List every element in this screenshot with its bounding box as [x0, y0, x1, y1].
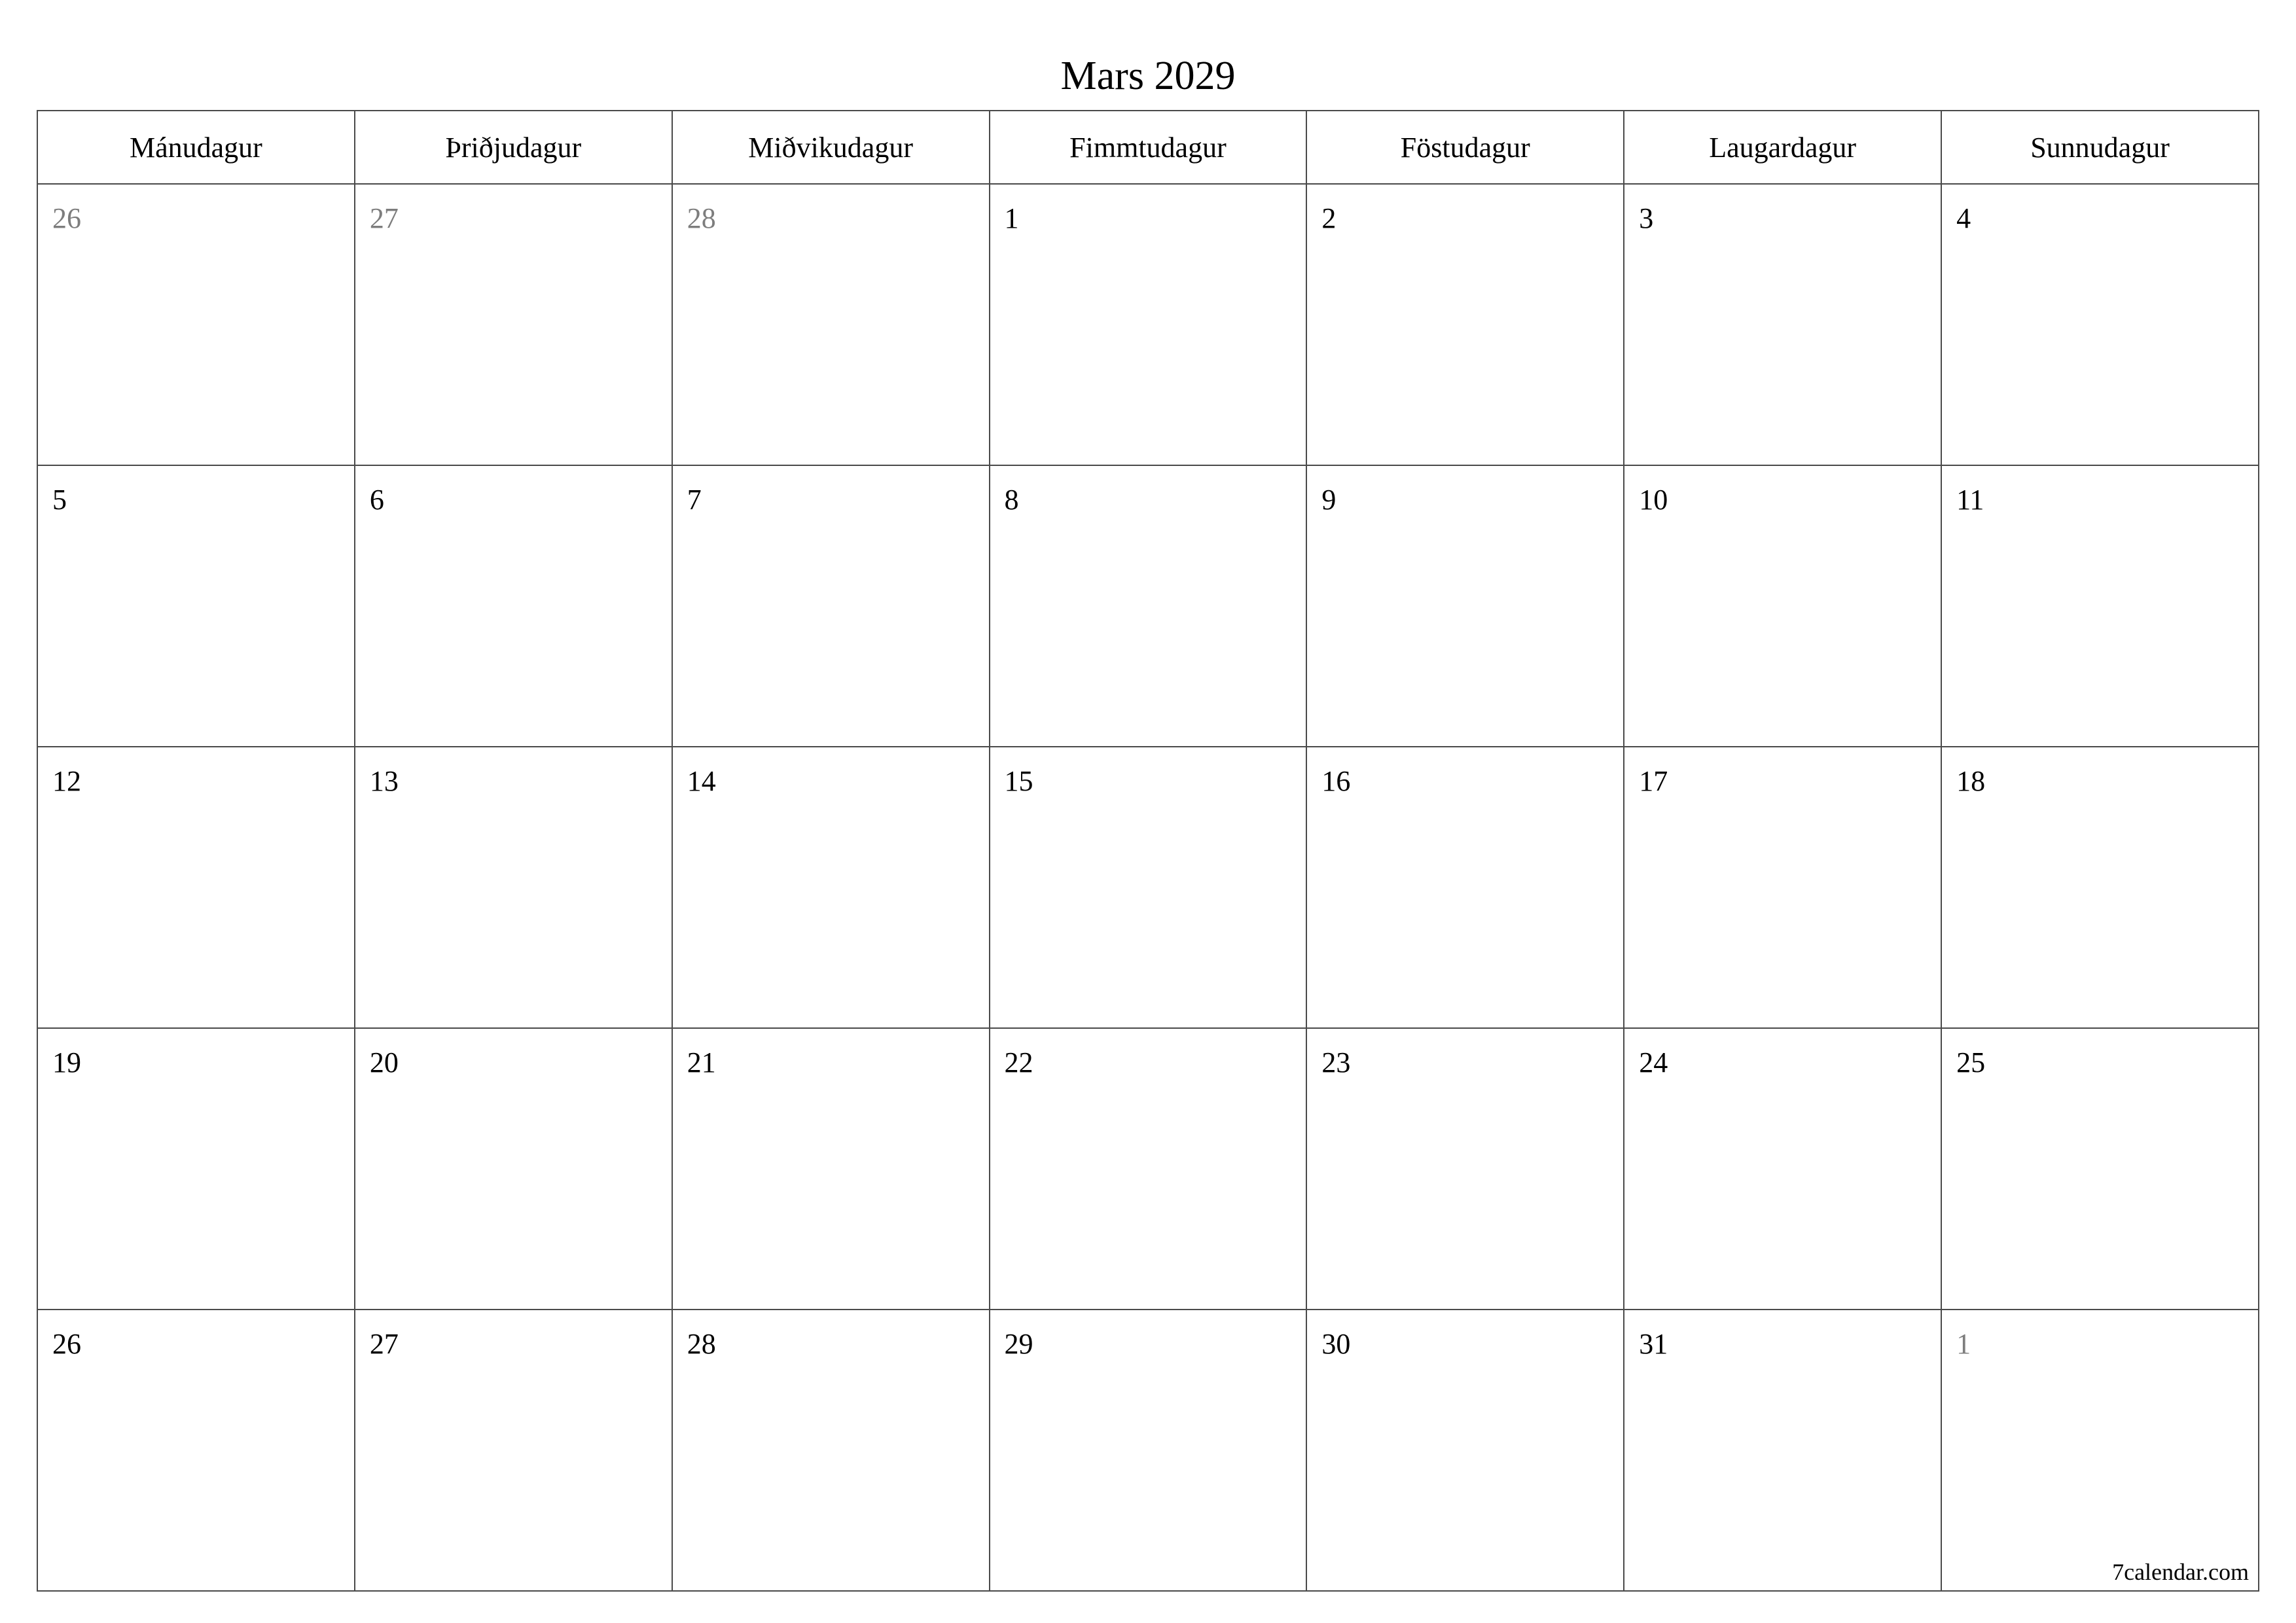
week-row	[37, 184, 2259, 465]
day-cell	[355, 1310, 672, 1591]
day-cell	[990, 747, 1307, 1028]
day-cell	[1306, 1310, 1624, 1591]
weekday-header-row	[37, 111, 2259, 184]
day-cell	[672, 465, 990, 747]
weekday-header-tuesday: Þriðjudagur	[355, 111, 672, 184]
weekday-header-friday: Föstudagur	[1306, 111, 1624, 184]
day-cell	[672, 184, 990, 465]
day-cell	[990, 184, 1307, 465]
day-number: 31	[1639, 1328, 1668, 1360]
day-cell	[37, 465, 355, 747]
day-number: 26	[52, 1328, 81, 1360]
day-number: 24	[1639, 1046, 1668, 1079]
day-cell	[355, 184, 672, 465]
day-number: 23	[1321, 1046, 1351, 1079]
day-cell	[355, 465, 672, 747]
day-cell	[1306, 747, 1624, 1028]
day-number: 2	[1321, 202, 1336, 234]
day-cell	[672, 747, 990, 1028]
day-cell	[1941, 747, 2259, 1028]
day-number: 27	[369, 202, 399, 234]
day-cell	[1624, 747, 1941, 1028]
day-number: 9	[1321, 484, 1336, 516]
day-cell	[37, 1028, 355, 1310]
weekday-header-wednesday: Miðvikudagur	[672, 111, 990, 184]
weekday-header-sunday: Sunnudagur	[1941, 111, 2259, 184]
day-cell	[1624, 1310, 1941, 1591]
day-cell	[1941, 1028, 2259, 1310]
day-number: 28	[687, 1328, 716, 1360]
day-cell	[37, 1310, 355, 1591]
day-number: 1	[1004, 202, 1019, 234]
day-cell	[990, 1028, 1307, 1310]
day-number: 13	[369, 765, 399, 797]
day-cell	[1306, 1028, 1624, 1310]
day-number: 17	[1639, 765, 1668, 797]
day-cell	[990, 465, 1307, 747]
day-cell	[990, 1310, 1307, 1591]
day-number: 25	[1956, 1046, 1986, 1079]
day-number: 14	[687, 765, 716, 797]
day-number: 11	[1956, 484, 1984, 516]
day-number: 8	[1004, 484, 1019, 516]
day-number: 10	[1639, 484, 1668, 516]
day-cell	[1941, 465, 2259, 747]
day-number: 15	[1004, 765, 1033, 797]
day-cell	[1624, 1028, 1941, 1310]
day-number: 28	[687, 202, 716, 234]
day-number: 20	[369, 1046, 399, 1079]
weekday-header-saturday: Laugardagur	[1624, 111, 1941, 184]
week-row	[37, 1310, 2259, 1591]
day-number: 7	[687, 484, 702, 516]
weekday-header-monday: Mánudagur	[37, 111, 355, 184]
day-cell	[37, 747, 355, 1028]
calendar-title: Mars 2029	[1060, 54, 1236, 98]
day-number: 27	[369, 1328, 399, 1360]
week-row	[37, 747, 2259, 1028]
day-cell	[355, 1028, 672, 1310]
day-number: 5	[52, 484, 67, 516]
day-number: 3	[1639, 202, 1654, 234]
week-row	[37, 465, 2259, 747]
day-number: 6	[369, 484, 384, 516]
day-cell	[1941, 1310, 2259, 1591]
day-number: 12	[52, 765, 81, 797]
day-cell	[355, 747, 672, 1028]
day-number: 29	[1004, 1328, 1033, 1360]
day-number: 18	[1956, 765, 1986, 797]
footer-brand: 7calendar.com	[2112, 1559, 2249, 1585]
day-cell	[1624, 465, 1941, 747]
day-number: 1	[1956, 1328, 1971, 1360]
day-number: 19	[52, 1046, 81, 1079]
day-number: 16	[1321, 765, 1351, 797]
day-number: 22	[1004, 1046, 1033, 1079]
day-cell	[1306, 184, 1624, 465]
day-number: 30	[1321, 1328, 1351, 1360]
week-row	[37, 1028, 2259, 1310]
day-cell	[1941, 184, 2259, 465]
day-number: 21	[687, 1046, 716, 1079]
day-cell	[1624, 184, 1941, 465]
day-number: 4	[1956, 202, 1971, 234]
day-cell	[672, 1028, 990, 1310]
day-cell	[672, 1310, 990, 1591]
weekday-header-thursday: Fimmtudagur	[990, 111, 1307, 184]
day-cell	[1306, 465, 1624, 747]
day-cell	[37, 184, 355, 465]
month-calendar-grid	[37, 110, 2259, 1592]
day-number: 26	[52, 202, 81, 234]
